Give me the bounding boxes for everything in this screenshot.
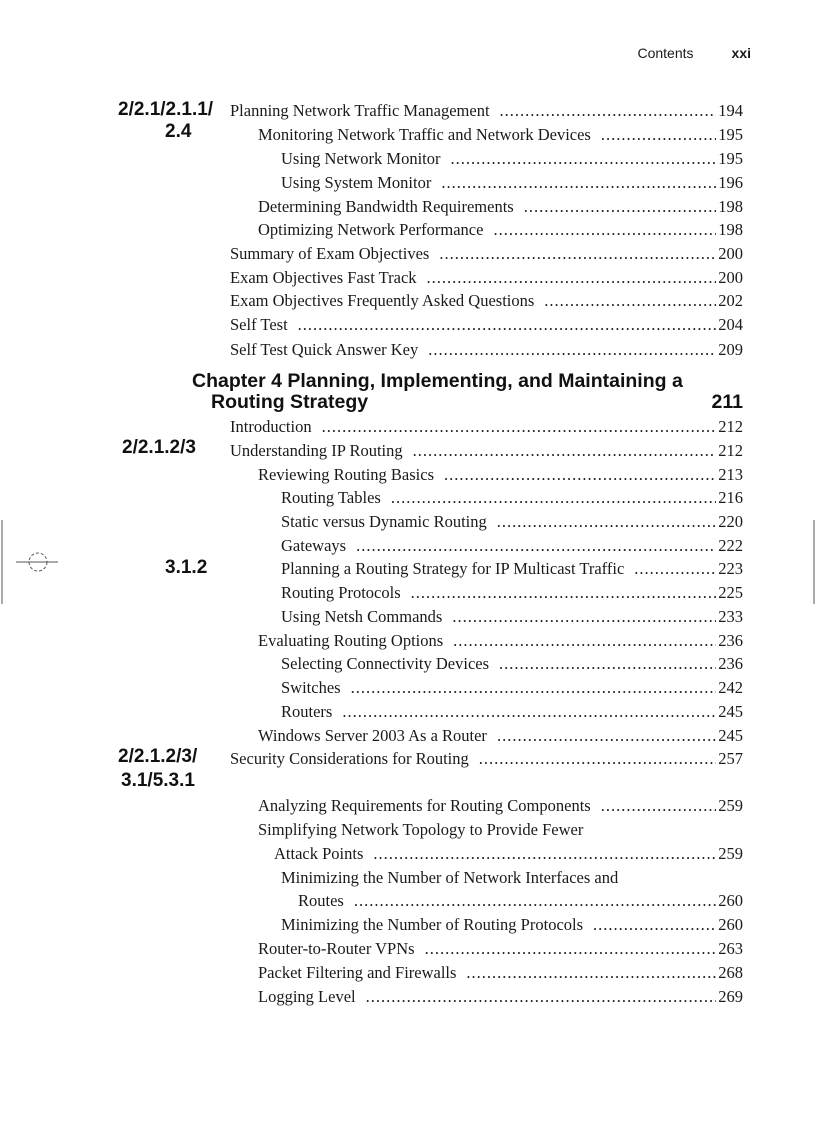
objective-marker: 3.1/5.3.1 <box>121 770 195 791</box>
toc-entry-wrapped[interactable]: Simplifying Network Topology to Provide Fewer <box>258 820 584 839</box>
toc-entry[interactable]: Summary of Exam Objectives ..... 200 <box>230 244 743 264</box>
toc-entry[interactable]: Exam Objectives Frequently Asked Questions ..... 202 <box>230 291 743 311</box>
toc-entry[interactable]: Self Test Quick Answer Key ..... 209 <box>230 340 743 360</box>
toc-entry[interactable]: Self Test ..... 204 <box>230 315 743 335</box>
toc-entry[interactable]: Gateways ..... 222 <box>281 536 743 556</box>
crop-mark-icon <box>812 520 816 604</box>
chapter-title[interactable]: Chapter 4 Planning, Implementing, and Maintaining a <box>192 370 683 392</box>
toc-entry[interactable]: Introduction ..... 212 <box>230 417 743 437</box>
objective-marker: 2/2.1.2/3/ <box>118 746 198 767</box>
toc-entry[interactable]: Using System Monitor ..... 196 <box>281 173 743 193</box>
toc-entry[interactable]: Understanding IP Routing ..... 212 <box>230 441 743 461</box>
crop-mark-icon <box>0 520 60 604</box>
toc-entry[interactable]: Logging Level ..... 269 <box>258 987 743 1007</box>
toc-entry[interactable]: Routing Protocols ..... 225 <box>281 583 743 603</box>
toc-entry[interactable]: Evaluating Routing Options ..... 236 <box>258 631 743 651</box>
toc-entry[interactable]: Attack Points ..... 259 <box>274 844 743 864</box>
running-header <box>637 45 751 61</box>
toc-entry[interactable]: Exam Objectives Fast Track ..... 200 <box>230 268 743 288</box>
toc-entry[interactable]: Switches ..... 242 <box>281 678 743 698</box>
toc-entry[interactable]: Minimizing the Number of Routing Protocols ..... 260 <box>281 915 743 935</box>
toc-entry[interactable]: Routes ..... 260 <box>298 891 743 911</box>
toc-entry[interactable]: Selecting Connectivity Devices ..... 236 <box>281 654 743 674</box>
objective-marker: 2/2.1.2/3 <box>122 437 196 458</box>
toc-entry[interactable]: Using Netsh Commands ..... 233 <box>281 607 743 627</box>
toc-entry[interactable]: Optimizing Network Performance ..... 198 <box>258 220 743 240</box>
objective-marker: 3.1.2 <box>165 557 208 578</box>
toc-entry[interactable]: Windows Server 2003 As a Router ..... 245 <box>258 726 743 746</box>
toc-entry[interactable]: Packet Filtering and Firewalls ..... 268 <box>258 963 743 983</box>
objective-marker: 2/2.1/2.1.1/ <box>118 99 214 120</box>
toc-entry[interactable]: Monitoring Network Traffic and Network Devices ..... 195 <box>258 125 743 145</box>
toc-entry[interactable]: Static versus Dynamic Routing ..... 220 <box>281 512 743 532</box>
toc-entry[interactable]: Routers ..... 245 <box>281 702 743 722</box>
toc-entry[interactable]: Reviewing Routing Basics ..... 213 <box>258 465 743 485</box>
chapter-page-number: 211 <box>711 391 743 413</box>
chapter-title-line2[interactable]: Routing Strategy <box>211 391 369 413</box>
header-section: Contents <box>637 45 694 61</box>
toc-entry-wrapped[interactable]: Minimizing the Number of Network Interfaces and <box>281 868 619 887</box>
header-page-number: xxi <box>731 45 751 61</box>
toc-entry[interactable]: Planning a Routing Strategy for IP Multicast Traffic ..... 223 <box>281 559 743 579</box>
toc-entry[interactable]: Router-to-Router VPNs ..... 263 <box>258 939 743 959</box>
toc-entry[interactable]: Planning Network Traffic Management ..... 194 <box>230 101 743 121</box>
toc-entry[interactable]: Security Considerations for Routing ..... 257 <box>230 749 743 769</box>
toc-entry[interactable]: Using Network Monitor ..... 195 <box>281 149 743 169</box>
toc-entry[interactable]: Routing Tables ..... 216 <box>281 488 743 508</box>
toc-entry[interactable]: Determining Bandwidth Requirements ..... 198 <box>258 197 743 217</box>
toc-entry[interactable]: Analyzing Requirements for Routing Components ..... 259 <box>258 796 743 816</box>
objective-marker: 2.4 <box>165 121 192 142</box>
